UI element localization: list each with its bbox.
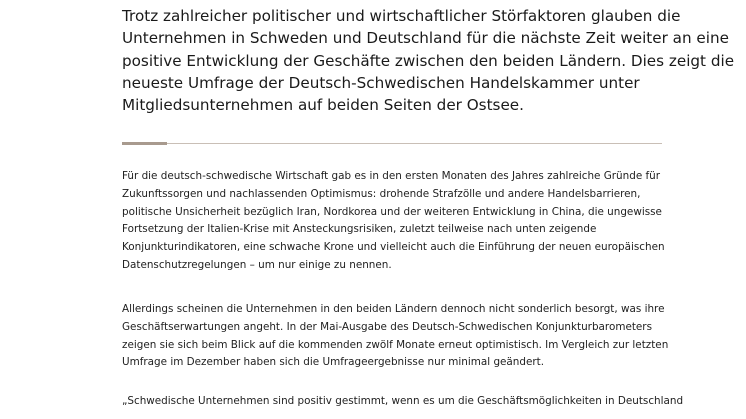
lead-line: neueste Umfrage der Deutsch-Schwedischen Handelskammer unter: [122, 73, 640, 92]
body-paragraph-2: [122, 301, 702, 372]
body-line: zeigen sie sich beim Blick auf die kommenden zwölf Monate erneut optimistisch. Im Vergleich zur letzten: [122, 338, 669, 351]
body-line: Geschäftserwartungen angeht. In der Mai-Ausgabe des Deutsch-Schwedischen Konjunkturbarometers: [122, 320, 652, 333]
lead-line: Trotz zahlreicher politischer und wirtschaftlicher Störfaktoren glauben die: [122, 7, 681, 25]
body-line: Allerdings scheinen die Unternehmen in den beiden Ländern dennoch nicht sonderlich besorgt, was ihre: [122, 303, 665, 315]
lead-paragraph: [122, 5, 735, 116]
lead-line: Unternehmen in Schweden und Deutschland für die nächste Zeit weiter an eine: [122, 29, 729, 48]
body-line: „Schwedische Unternehmen sind positiv gestimmt, wenn es um die Geschäftsmöglichkeiten in Deutschland: [122, 395, 684, 407]
body-line: Umfrage im Dezember haben sich die Umfrageergebnisse nur minimal geändert.: [122, 356, 545, 369]
body-line: Für die deutsch-schwedische Wirtschaft gab es in den ersten Monaten des Jahres zahlreiche Gründe für: [122, 170, 661, 182]
lead-line: positive Entwicklung der Geschäfte zwischen den beiden Ländern. Dies zeigt die: [122, 51, 735, 70]
body-paragraph-3: [122, 393, 702, 411]
body-line: politische Unsicherheit bezüglich Iran, Nordkorea und der weiteren Entwicklung in China, die ungewisse: [122, 205, 662, 218]
lead-line: Mitgliedsunternehmen auf beiden Seiten der Ostsee.: [122, 96, 524, 115]
body-line: Zukunftssorgen und nachlassenden Optimismus: drohende Strafzölle und andere Handelsbarrieren,: [122, 187, 641, 200]
body-line: Datenschutzregelungen – um nur einige zu nennen.: [122, 258, 392, 271]
body-line: Fortsetzung der Italien-Krise mit Ansteckungsrisiken, zuletzt teilweise nach unten zeigende: [122, 223, 597, 236]
section-divider-accent: [122, 142, 167, 145]
body-paragraph-1: [122, 168, 702, 275]
section-divider: [122, 143, 662, 144]
body-line: Konjunkturindikatoren, eine schwache Krone und vielleicht auch die Einführung der neuen europäischen: [122, 241, 665, 254]
